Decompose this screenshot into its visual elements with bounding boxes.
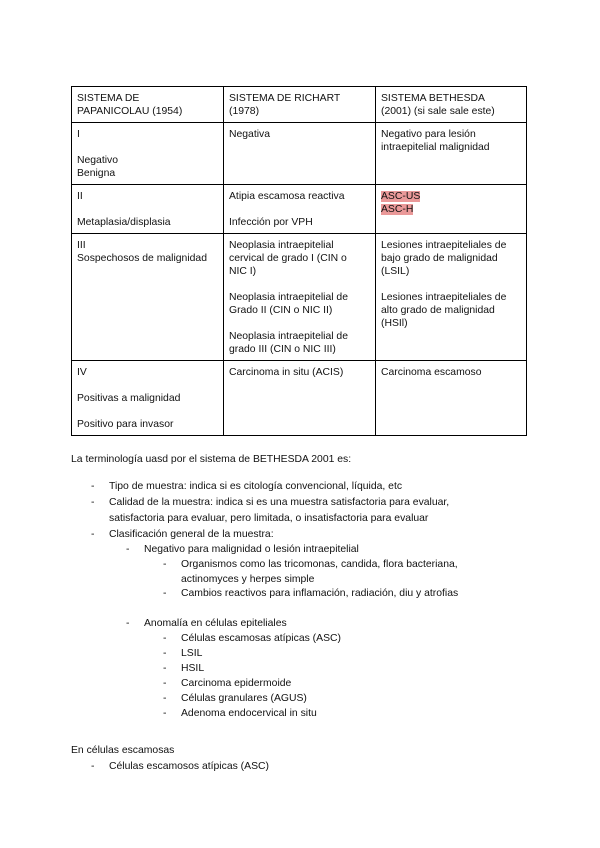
table-cell	[72, 123, 224, 185]
list-item-text: LSIL	[181, 648, 203, 659]
cell-text: Lesiones intraepiteliales de	[381, 240, 507, 251]
header-text: (2001) (si sale sale este)	[381, 106, 495, 117]
intro-paragraph: La terminología uasd por el sistema de BETHESDA 2001 es:	[71, 454, 352, 465]
list-dash: -	[163, 708, 167, 719]
cell-spacer	[77, 405, 218, 418]
table-cell	[224, 185, 376, 234]
list-dash: -	[126, 544, 130, 555]
list-item-text: Adenoma endocervical in situ	[181, 708, 317, 719]
cell-text: cervical de grado I (CIN o	[229, 253, 347, 264]
table-row	[72, 123, 527, 185]
header-papanicolau	[72, 87, 224, 123]
list-item-text: actinomyces y herpes simple	[181, 574, 315, 585]
list-item-text: Carcinoma epidermoide	[181, 678, 292, 689]
list-item-text: Organismos como las tricomonas, candida, flora bacteriana,	[181, 559, 458, 570]
list-item-text: Anomalía en células epiteliales	[144, 618, 287, 629]
cell-text: Benigna	[77, 168, 116, 179]
list-item-text: HSIL	[181, 663, 205, 674]
cell-text: Atipia escamosa reactiva	[229, 191, 345, 202]
header-text: SISTEMA DE RICHART	[229, 93, 341, 104]
list-dash: -	[163, 588, 167, 599]
table-cell	[376, 234, 527, 361]
list-dash: -	[91, 481, 95, 492]
cell-text: Infección por VPH	[229, 217, 313, 228]
cell-text: NIC I)	[229, 266, 257, 277]
list-dash: -	[126, 618, 130, 629]
table-cell	[72, 185, 224, 234]
cell-text: III	[77, 240, 86, 251]
cell-spacer	[381, 278, 521, 291]
cell-text: Sospechosos de malignidad	[77, 253, 207, 264]
list-item-text: satisfactoria para evaluar, pero limitada, o insatisfactoria para evaluar	[109, 513, 429, 524]
list-item-text: Células escamosos atípicas (ASC)	[109, 761, 269, 772]
cell-text: Lesiones intraepiteliales de	[381, 292, 507, 303]
table-cell	[376, 361, 527, 436]
highlighted-text-asc-h: ASC-H	[381, 204, 414, 215]
list-dash: -	[163, 663, 167, 674]
cell-spacer	[229, 278, 370, 291]
list-item-text: Clasificación general de la muestra:	[109, 529, 274, 540]
cell-text: grado III (CIN o NIC III)	[229, 344, 336, 355]
table-cell	[376, 185, 527, 234]
cell-text: intraepitelial malignidad	[381, 142, 490, 153]
list-dash: -	[163, 693, 167, 704]
cell-text: alto grado de malignidad	[381, 305, 495, 316]
cell-text: Carcinoma in situ (ACIS)	[229, 367, 344, 378]
cell-text: Neoplasia intraepitelial de	[229, 331, 348, 342]
cell-text: bajo grado de malignidad	[381, 253, 498, 264]
list-dash: -	[163, 648, 167, 659]
list-dash: -	[91, 497, 95, 508]
cell-spacer	[77, 141, 218, 154]
table-cell	[224, 361, 376, 436]
list-dash: -	[91, 761, 95, 772]
header-text: PAPANICOLAU (1954)	[77, 106, 183, 117]
cell-text: II	[77, 191, 83, 202]
table-row	[72, 361, 527, 436]
list-item-text: Cambios reactivos para inflamación, radiación, diu y atrofias	[181, 588, 459, 599]
list-item-text: Negativo para malignidad o lesión intraepitelial	[144, 544, 359, 555]
header-text: (1978)	[229, 106, 260, 117]
cell-text: IV	[77, 367, 87, 378]
cell-spacer	[77, 203, 218, 216]
cell-text: Negativo para lesión	[381, 129, 476, 140]
header-text: SISTEMA DE	[77, 93, 140, 104]
list-dash: -	[163, 678, 167, 689]
list-dash: -	[91, 529, 95, 540]
header-bethesda	[376, 87, 527, 123]
cell-text: Neoplasia intraepitelial	[229, 240, 334, 251]
cell-text: Negativa	[229, 129, 271, 140]
list-dash: -	[163, 633, 167, 644]
cell-spacer	[229, 317, 370, 330]
cell-spacer	[229, 203, 370, 216]
cell-text: Neoplasia intraepitelial de	[229, 292, 348, 303]
table-cell	[224, 123, 376, 185]
cell-text: Negativo	[77, 155, 119, 166]
section-heading: En células escamosas	[71, 745, 175, 756]
list-dash: -	[163, 559, 167, 570]
list-item-text: Células granulares (AGUS)	[181, 693, 307, 704]
cell-text: Metaplasia/displasia	[77, 217, 171, 228]
header-richart	[224, 87, 376, 123]
list-item-text: Calidad de la muestra: indica si es una muestra satisfactoria para evaluar,	[109, 497, 450, 508]
cell-text: Positivo para invasor	[77, 419, 174, 430]
header-text: SISTEMA BETHESDA	[381, 93, 485, 104]
table-cell	[224, 234, 376, 361]
cell-text: Positivas a malignidad	[77, 393, 181, 404]
classification-table	[71, 86, 527, 436]
table-cell	[376, 123, 527, 185]
cell-text: Carcinoma escamoso	[381, 367, 482, 378]
cell-text: Grado II (CIN o NIC II)	[229, 305, 333, 316]
table-row	[72, 234, 527, 361]
cell-text: (LSIL)	[381, 266, 410, 277]
table-row	[72, 185, 527, 234]
table-cell	[72, 361, 224, 436]
highlighted-text-asc-us: ASC-US	[381, 191, 421, 202]
cell-text: (HSIl)	[381, 318, 408, 329]
table-header-row	[72, 87, 527, 123]
list-item-text: Células escamosas atípicas (ASC)	[181, 633, 341, 644]
cell-spacer	[77, 379, 218, 392]
table-cell	[72, 234, 224, 361]
cell-text: I	[77, 129, 80, 140]
list-item-text: Tipo de muestra: indica si es citología convencional, líquida, etc	[109, 481, 403, 492]
